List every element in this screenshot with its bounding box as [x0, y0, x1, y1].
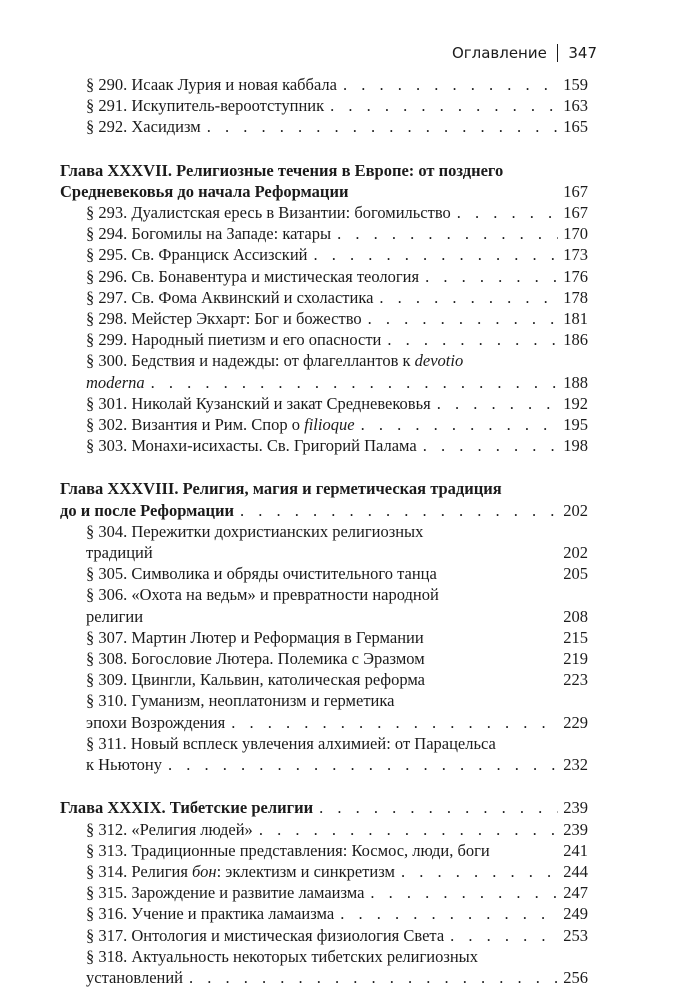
- toc-entry[interactable]: § 314. Религия бон : эклектизм и синкретизм . . . 244: [60, 861, 588, 882]
- page-number: 347: [568, 44, 597, 62]
- toc-entry[interactable]: § 303. Монахи-исихасты. Св. Григорий Палама . . . 198: [60, 435, 588, 456]
- toc-entry-cont[interactable]: установлений . . . 256: [60, 967, 588, 988]
- toc-entry[interactable]: § 307. Мартин Лютер и Реформация в Германии 215: [86, 627, 588, 647]
- toc-entry[interactable]: § 290. Исаак Лурия и новая каббала . . . 159: [60, 74, 588, 95]
- toc-entry[interactable]: § 313. Традиционные представления: Космос, люди, боги 241: [86, 840, 588, 860]
- running-header: [452, 44, 597, 62]
- italic-term: filioque: [304, 415, 355, 435]
- table-of-contents: [60, 74, 588, 988]
- toc-entry[interactable]: § 306. «Охота на ведьм» и превратности народной: [86, 585, 439, 605]
- toc-entry[interactable]: § 302. Византия и Рим. Спор о filioque . . . 195: [60, 414, 588, 435]
- toc-entry[interactable]: § 296. Св. Бонавентура и мистическая теология . . . 176: [60, 266, 588, 287]
- toc-entry-cont[interactable]: эпохи Возрождения . . . 229: [60, 712, 588, 733]
- toc-entry-cont[interactable]: традиций 202: [86, 543, 588, 563]
- section-title: Оглавление: [451, 44, 547, 62]
- toc-entry[interactable]: § 318. Актуальность некоторых тибетских религиозных: [86, 946, 479, 966]
- toc-block: [60, 160, 588, 457]
- toc-block: [60, 478, 588, 775]
- chapter-heading[interactable]: Глава XXXVIII. Религия, магия и герметическая традиция: [60, 479, 502, 499]
- toc-entry[interactable]: § 305. Символика и обряды очистительного танца 205: [86, 564, 588, 584]
- toc-entry[interactable]: § 316. Учение и практика ламаизма . . . 249: [60, 903, 588, 924]
- toc-entry[interactable]: § 304. Пережитки дохристианских религиозных: [86, 521, 424, 541]
- toc-entry-cont[interactable]: moderna . . . 188: [60, 372, 588, 393]
- chapter-heading-cont[interactable]: Средневековья до начала Реформации 167: [60, 181, 588, 201]
- toc-entry[interactable]: § 300. Бедствия и надежды: от флагеллантов к devotio: [86, 351, 464, 371]
- toc-entry[interactable]: § 317. Онтология и мистическая физиология Света . . . 253: [60, 925, 588, 946]
- toc-block: [60, 74, 588, 138]
- toc-entry[interactable]: § 311. Новый всплеск увлечения алхимией: от Парацельса: [86, 733, 496, 753]
- toc-entry-cont[interactable]: религии 208: [86, 606, 588, 626]
- toc-entry[interactable]: § 312. «Религия людей» . . . 239: [60, 819, 588, 840]
- toc-entry[interactable]: § 292. Хасидизм . . . 165: [60, 116, 588, 137]
- toc-entry-cont[interactable]: к Ньютону . . . 232: [60, 754, 588, 775]
- italic-term: devotio: [414, 351, 464, 371]
- toc-entry[interactable]: § 297. Св. Фома Аквинский и схоластика . . . 178: [60, 287, 588, 308]
- chapter-heading[interactable]: Глава XXXVII. Религиозные течения в Европе: от позднего: [60, 160, 504, 180]
- toc-entry[interactable]: § 301. Николай Кузанский и закат Средневековья . . . 192: [60, 393, 588, 414]
- chapter-heading-cont[interactable]: до и после Реформации . . . 202: [60, 500, 588, 521]
- chapter-heading[interactable]: Глава XXXIX. Тибетские религии . . . 239: [60, 797, 588, 818]
- italic-term: бон: [192, 861, 217, 881]
- toc-entry[interactable]: § 315. Зарождение и развитие ламаизма . . . 247: [60, 882, 588, 903]
- toc-entry[interactable]: § 298. Мейстер Экхарт: Бог и божество . . . 181: [60, 308, 588, 329]
- toc-entry[interactable]: § 293. Дуалистская ересь в Византии: богомильство . . . 167: [60, 202, 588, 223]
- toc-entry[interactable]: § 309. Цвингли, Кальвин, католическая реформа 223: [86, 670, 588, 690]
- toc-entry[interactable]: § 310. Гуманизм, неоплатонизм и герметика: [86, 691, 395, 711]
- toc-entry[interactable]: § 294. Богомилы на Западе: катары . . . 170: [60, 223, 588, 244]
- toc-entry[interactable]: § 299. Народный пиетизм и его опасности . . . 186: [60, 329, 588, 350]
- toc-block: [60, 797, 588, 988]
- toc-entry[interactable]: § 308. Богословие Лютера. Полемика с Эразмом 219: [86, 649, 588, 669]
- header-divider: [557, 44, 559, 62]
- toc-entry[interactable]: § 291. Искупитель-вероотступник . . . 163: [60, 95, 588, 116]
- toc-entry[interactable]: § 295. Св. Франциск Ассизский . . . 173: [60, 244, 588, 265]
- italic-term: moderna: [86, 372, 145, 392]
